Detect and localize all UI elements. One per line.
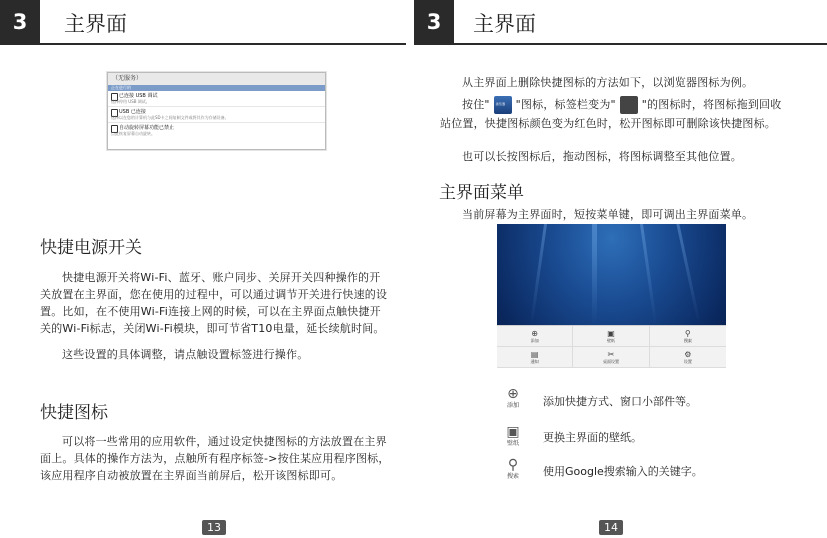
- search-icon: ⚲: [684, 329, 691, 338]
- menu-item-wallpaper[interactable]: [573, 326, 649, 347]
- gear-icon: ⚙: [684, 350, 692, 359]
- picture-icon: ▣: [607, 329, 615, 338]
- menu-item-label: 壁纸: [606, 338, 615, 343]
- wallpaper-ray: [640, 224, 657, 324]
- menu-item-label: 添加: [530, 338, 539, 343]
- chapter-title: 主界面: [64, 12, 127, 36]
- header-divider-right: [414, 43, 827, 45]
- trash-icon: [620, 96, 638, 114]
- legend-caption: 壁纸: [506, 440, 519, 447]
- chapter-number-right: 3: [426, 10, 442, 34]
- plus-circle-icon: ⊕: [531, 329, 538, 338]
- page-number-right: 14: [599, 520, 623, 535]
- chapter-number-badge: [0, 0, 40, 44]
- page-number: 13: [202, 520, 226, 535]
- menu-item-add[interactable]: [497, 326, 573, 347]
- tools-icon: ✂: [607, 350, 615, 359]
- menu-item-notifications[interactable]: [497, 347, 573, 368]
- legend-wallpaper: [503, 424, 523, 448]
- legend-search: [503, 457, 523, 481]
- text-fragment: "图标，标签栏变为": [515, 98, 616, 111]
- legend-text: 更换主界面的壁纸。: [543, 431, 642, 444]
- menu-item-search[interactable]: [650, 326, 726, 347]
- section-title-power-switch: 快捷电源开关: [40, 238, 142, 258]
- plus-circle-icon: ⊕: [507, 386, 519, 402]
- menu-item-label: 设置: [683, 359, 692, 364]
- wallpaper-ray: [530, 224, 547, 324]
- menu-item-desktop-settings[interactable]: [573, 347, 649, 368]
- legend-caption: 添加: [506, 402, 519, 409]
- legend-add: [503, 386, 523, 410]
- menu-item-label: 通知: [530, 359, 539, 364]
- dialog-row: [108, 123, 325, 138]
- chapter-title-right: 主界面: [473, 12, 536, 36]
- dialog-row-desc: 选择以在您的计算机与此SD卡之间复制文件或将其作为存储设备。: [111, 115, 229, 120]
- legend-caption: 搜索: [506, 473, 519, 480]
- browser-icon: [494, 96, 512, 114]
- legend-text: 添加快捷方式、窗口小部件等。: [543, 395, 697, 408]
- menu-item-label: 搜索: [683, 338, 692, 343]
- section-paragraph: 这些设置的具体调整，请点触设置标签进行操作。: [62, 348, 309, 361]
- dialog-title: （无服务）: [108, 73, 325, 85]
- dialog-row: [108, 91, 325, 107]
- text-fragment: 按住": [462, 98, 490, 111]
- dialog-row-desc: 选择停用 USB 调试。: [111, 99, 150, 104]
- dialog-subtitle: 正在进行的: [108, 85, 325, 91]
- home-screen-screenshot: [497, 224, 726, 368]
- text-fragment: "的图标时，将图标拖到回收站位置，快捷图标颜色变为红色时，松开图标即可删除该快捷图标。: [440, 98, 782, 130]
- section-paragraph: 从主界面上删除快捷图标的方法如下，以浏览器图标为例。: [462, 76, 754, 89]
- chapter-number-badge-right: [414, 0, 454, 44]
- browser-icon-label: 浏览器: [495, 102, 506, 106]
- header-divider: [0, 43, 406, 45]
- section-paragraph: 也可以长按图标后，拖动图标，将图标调整至其他位置。: [462, 150, 742, 163]
- section-title-home-menu: 主界面菜单: [439, 183, 524, 203]
- section-paragraph: 快捷电源开关将Wi-Fi、蓝牙、账户同步、关屏开关四种操作的开关放置在主界面，您在使用的过程中，可以通过调节开关进行快速的设置。比如，在不使用Wi-Fi连接上网的时候，可以在主界面点触快捷开关的Wi-Fi标志，关闭Wi-Fi模块，即可节省T10电量，延长续航时间。: [40, 271, 388, 335]
- notification-dialog-screenshot: [107, 72, 326, 150]
- wallpaper-ray: [676, 224, 700, 324]
- menu-item-label: 桌面设置: [602, 359, 619, 364]
- section-paragraph: 当前屏幕为主界面时，短按菜单键，即可调出主界面菜单。: [462, 208, 754, 221]
- legend-text: 使用Google搜索输入的关键字。: [543, 465, 703, 478]
- search-icon: ⚲: [507, 457, 519, 473]
- section-paragraph: 可以将一些常用的应用软件，通过设定快捷图标的方法放置在主界面上。具体的操作方法为，点触所有程序标签->按住某应用程序图标，该应用程序自动被放置在主界面当前屏后，松开该图标即可。: [40, 435, 390, 482]
- dialog-row-title: 已连接 USB 调试: [119, 93, 158, 99]
- chapter-number: 3: [12, 10, 28, 34]
- home-menu: [497, 325, 726, 368]
- dialog-row-title: 自动旋转屏幕功能已禁止: [119, 125, 175, 131]
- wallpaper-ray: [592, 224, 597, 324]
- menu-item-settings[interactable]: [650, 347, 726, 368]
- dialog-row-title: USB 已连接: [119, 109, 146, 115]
- picture-icon: ▣: [506, 424, 520, 440]
- notification-icon: ▤: [530, 350, 539, 359]
- dialog-row: [108, 107, 325, 123]
- dialog-row-desc: 点此恢复屏幕自动旋转。: [111, 131, 155, 136]
- section-title-shortcut-icons: 快捷图标: [40, 403, 108, 423]
- section-paragraph-drag: [440, 95, 790, 133]
